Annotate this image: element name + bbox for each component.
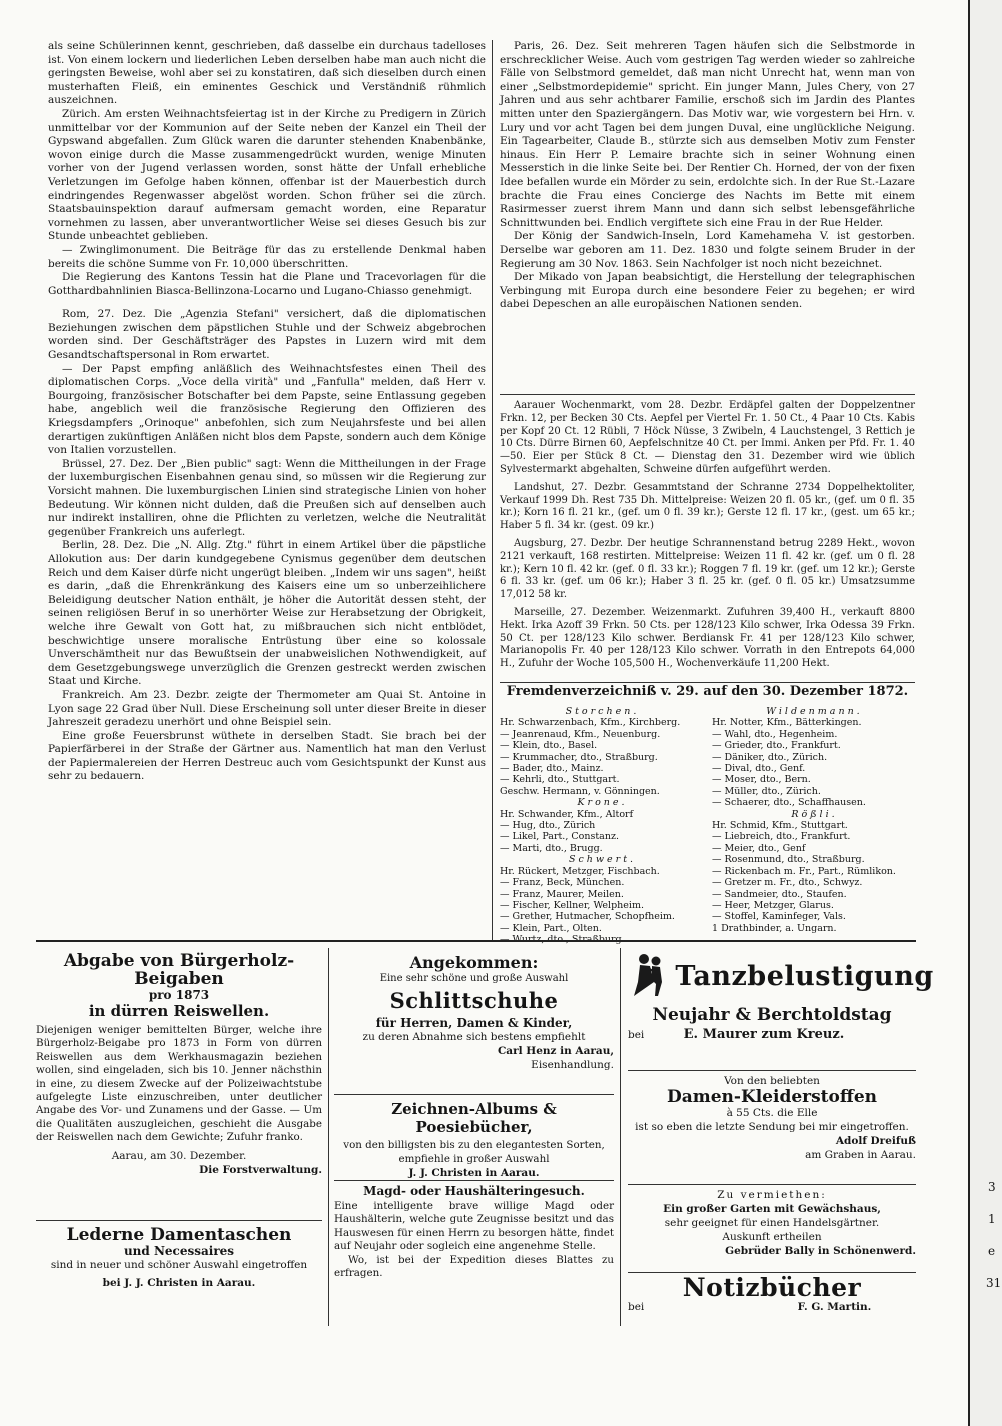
guest-entry: — Liebreich, dto., Frankfurt. <box>712 831 851 843</box>
ad-signature: Die Forstverwaltung. <box>199 1163 322 1176</box>
guest-entry: — Dival, dto., Genf. <box>712 763 806 775</box>
market-augsburg: Augsburg, 27. Dezbr. Der heutige Schrannenstand betrug 2289 Hekt., wovon 2121 verkauft, 168 restirten. Mittelpreise: Weizen 11 fl. 42 kr. (gef. um 0 fl. 28 kr.); Kern 10 fl. 42 kr. (gef. 0 fl. 33 kr.); Roggen 7 fl. 19 kr. (gef. um 12 kr.); Gerste 6 fl. 33 kr. (gef. um 06 kr.); Haber 3 fl. 25 kr. (gef. 0 fl. 05 kr.) Umsatzsumme 17,012 58 kr. <box>500 537 915 601</box>
ad-product: Schlittschuhe <box>389 988 559 1013</box>
article-feuersbrunst: Eine große Feuersbrunst wüthete in derselben Stadt. Sie brach bei der Papierfärberei in der Straße der Gärtner aus. Namentlich hat man den Verlust der Papiermalereien der Herren Destreuc auch vom Gesichtspunkt der Kunst aus sehr zu bedauern. <box>48 729 486 783</box>
fremden-title: Fremdenverzeichniß v. 29. auf den 30. Dezember 1872. <box>506 684 909 699</box>
guest-entry: — Jeanrenaud, Kfm., Neuenburg. <box>500 728 661 740</box>
guest-entry: Geschw. Hermann, v. Gönningen. <box>500 785 660 797</box>
ad-rule <box>628 1070 916 1071</box>
ad-merchant: Adolf Dreifuß <box>835 1135 916 1147</box>
ad-place-date: Aarau, am 30. Dezember. <box>111 1149 247 1162</box>
hotel-name: Storchen. <box>565 706 640 717</box>
article-japan: Der Mikado von Japan beabsichtigt, die Herstellung der telegraphischen Verbingung mit Europa durch eine besondere Feier zu begehen; er wird dabei Depeschen an alle europäischen Nationen senden. <box>500 271 915 311</box>
ads-top-rule <box>36 940 916 942</box>
ad-title: Zu vermiethen: <box>717 1189 827 1201</box>
hotel-name: Wildenmann. <box>766 706 863 717</box>
guest-entry: — Wahl, dto., Hegenheim. <box>712 728 838 740</box>
ad-title: Abgabe von Bürgerholz-Beigaben <box>63 951 295 989</box>
ad-prefix: bei <box>628 1029 645 1041</box>
guest-entry: — Müller, dto., Zürich. <box>712 785 821 797</box>
ad-tanzbelustigung <box>628 952 934 1070</box>
ad-title: Tanzbelustigung <box>675 961 934 992</box>
guest-entry: — Franz, Beck, München. <box>500 877 625 889</box>
right-news-column <box>500 40 915 395</box>
guest-entry: — Fischer, Kellner, Welpheim. <box>500 899 644 911</box>
guest-entry: Hr. Schwander, Kfm., Altorf <box>500 808 634 820</box>
guest-entry: Hr. Notter, Kfm., Bätterkingen. <box>712 717 862 729</box>
hotel-name: Krone. <box>577 797 628 809</box>
ad-rule <box>334 1180 614 1181</box>
fremdenverzeichnis <box>500 684 915 934</box>
edge-mark: 31 <box>986 1276 1002 1290</box>
guest-entry: Hr. Schwarzenbach, Kfm., Kirchberg. <box>500 717 681 729</box>
guest-entry: — Grieder, dto., Frankfurt. <box>712 740 841 752</box>
guest-entry: — Bader, dto., Mainz. <box>500 763 604 775</box>
left-news-column <box>48 40 486 922</box>
guest-entry: Hr. Schmid, Kfm., Stuttgart. <box>712 820 848 832</box>
market-landshut: Landshut, 27. Dezbr. Gesammtstand der Schranne 2734 Doppelhektoliter, Verkauf 1999 Dh. Rest 735 Dh. Mittelpreise: Weizen 20 fl. 05 kr., (gef. um 0 fl. 35 kr.); Korn 16 fl. 21 kr., (gef. um 0 fl. 39 kr.); Gerste 12 fl. 17 kr., (gest. um 65 kr.; Haber 5 fl. 34 kr. (gest. 09 kr.) <box>500 481 915 532</box>
ad-buergerholz <box>36 952 322 1218</box>
ad-notizbuecher <box>628 1273 916 1326</box>
guest-entry: — Grether, Hutmacher, Schopfheim. <box>500 911 675 923</box>
ad-merchant-type: Eisenhandlung. <box>531 1059 614 1071</box>
ad-damentaschen <box>36 1226 322 1326</box>
edge-mark: e <box>988 1244 996 1258</box>
article-bruessel: Brüssel, 27. Dez. Der „Bien public" sagt: Wenn die Mittheilungen in der Frage der luxemburgischen Eisenbahnen genau sind, so müssen wir die Regierung zur Vorsicht mahnen. Die luxemburgischen Linien sind strategische Linien von hoher Bedeutung. Wir können nicht dulden, daß die Preußen sich auf denselben auch nur indirekt installiren, ohne die Pflichten zu verletzen, welche die Neutralität gegenüber Frankreich uns auferlegt. <box>48 457 486 538</box>
guest-entry: — Klein, dto., Basel. <box>500 740 598 752</box>
guest-entry: — Meier, dto., Genf <box>712 842 806 854</box>
edge-mark: 1 <box>988 1212 996 1226</box>
ad-albums <box>334 1100 614 1178</box>
ad-merchant-address: am Graben in Aarau. <box>805 1149 916 1161</box>
guest-entry: — Klein, Part., Olten. <box>500 922 602 934</box>
market-marseille: Marseille, 27. Dezember. Weizenmarkt. Zufuhren 39,400 H., verkauft 8800 Hekt. Irka Azoff 39 Frkn. 50 Cts. per 128/123 Kilo schwer, Irka Odessa 39 Frkn. 50 Ct. per 128/123 Kilo schwer. Berdiansk Fr. 41 per 128/123 Kilo schwer, Marianopolis Fr. 40 per 128/123 Kilo schwer. Vorrath in den Entrepots 64,000 H., Zufuhr der Woche 105,500 H., Wochenverkäufe 11,200 Hekt. <box>500 606 915 670</box>
article-papst: — Der Papst empfing anläßlich des Weihnachtsfestes einen Theil des diplomatischen Corps. „Voce della virità" und „Fanfulla" melden, daß Herr v. Bourgoing, französischer Botschafter bei dem Papste, seine Entlassung gegeben habe, angeblich weil die französische Regierung den Offizieren des Kriegsdampfers „Orinoque" anbefohlen, sich zum Neujahrsfeste und bei allen derartigen zukünftigen Anläßen nicht blos dem Papste, sondern auch dem Könige von Italien vorzustellen. <box>48 362 486 457</box>
ads-divider <box>620 948 621 1326</box>
hotel-name: Schwert. <box>568 854 637 866</box>
ad-body: Eine intelligente brave willige Magd oder Haushälterin, welche gute Zeugnisse besitzt und das Hauswesen für einen Herrn zu besorgen hätte, findet auf Neujahr oder sogleich eine angenehme Stelle. <box>334 1200 614 1253</box>
article-sandwich: Der König der Sandwich-Inseln, Lord Kamehameha V. ist gestorben. Derselbe war geboren am 11. Dez. 1830 und folgte seinem Bruder in der Regierung am 30 Nov. 1863. Sein Nachfolger ist noch nicht bezeichnet. <box>500 230 915 270</box>
ad-merchant: J. J. Christen in Aarau. <box>408 1167 540 1179</box>
ad-body: Auskunft ertheilen <box>722 1231 822 1243</box>
ad-kleiderstoffe <box>628 1074 916 1182</box>
ad-magd <box>334 1184 614 1324</box>
article-rom: Rom, 27. Dez. Die „Agenzia Stefani" versichert, daß die diplomatischen Beziehungen zwischen dem päpstlichen Stuhle und der Schweiz abgebrochen worden sind. Der Geschäftsträger des Papstes in Luzern wird mit dem Gesandtschaftspersonal in Rom erwartet. <box>48 308 486 362</box>
guest-entry: — Rickenbach m. Fr., Part., Rümlikon. <box>712 865 896 877</box>
guest-entry: — Gretzer m. Fr., dto., Schwyz. <box>712 877 863 889</box>
ads-divider <box>328 948 329 1326</box>
ad-merchant: F. G. Martin. <box>797 1301 872 1313</box>
ad-prefix: bei <box>628 1301 645 1313</box>
article-zwinglimonument: — Zwinglimonument. Die Beiträge für das zu erstellende Denkmal haben bereits die schöne Summe von Fr. 10,000 überschritten. <box>48 243 486 270</box>
ad-target: für Herren, Damen & Kinder, <box>375 1016 573 1030</box>
column-divider <box>492 40 493 940</box>
ad-body: Diejenigen weniger bemittelten Bürger, welche ihre Bürgerholz-Beigabe pro 1873 in Form von dürren Reiswellen aus dem Werkhausmagazin beziehen wollen, sind eingeladen, sich bis 10. Jenner nächsthin in eine, zu diesem Zwecke auf der Polizeiwachtstube aufgelegte Liste einzuschreiben, unter deutlicher Angabe des Vor- und Zunamens und der Gasse. — Um die Qualitäten auszugleichen, geschieht die Ausgabe der Reiswellen nach dem Gewichte; Zufuhr franko. <box>36 1024 322 1144</box>
guest-entry: — Moser, dto., Bern. <box>712 774 811 786</box>
guest-entry: — Kehrli, dto., Stuttgart. <box>500 774 620 786</box>
article-tessin: Die Regierung des Kantons Tessin hat die Plane und Tracevorlagen für die Gotthardbahnlinien Biasca-Bellinzona-Locarno und Lugano-Chiasso genehmigt. <box>48 271 486 297</box>
ad-footer: Wo, ist bei der Expedition dieses Blattes zu erfragen. <box>334 1253 614 1280</box>
guest-entry: — Schaerer, dto., Schaffhausen. <box>712 797 866 809</box>
ad-subtitle: in dürren Reiswellen. <box>88 1002 270 1020</box>
ad-intro: Von den beliebten <box>724 1075 820 1087</box>
guest-entry: — Heer, Metzger, Glarus. <box>712 899 834 911</box>
ad-vermiethen <box>628 1188 916 1270</box>
ad-merchant: Gebrüder Bally in Schönenwerd. <box>725 1245 916 1257</box>
article-frankreich: Frankreich. Am 23. Dezbr. zeigte der Thermometer am Quai St. Antoine in Lyon sage 22 Grad über Null. Diese Erscheinung soll unter dieser Breite in dieser Jahreszeit geradezu unerhört und ohne Beispiel sein. <box>48 688 486 729</box>
dancing-couple-icon <box>628 952 672 1002</box>
ad-body: sind in neuer und schöner Auswahl eingetroffen <box>50 1259 308 1271</box>
ad-title: Zeichnen-Albums & Poesiebücher, <box>391 1100 557 1136</box>
guest-entry: — Krummacher, dto., Straßburg. <box>500 751 658 763</box>
adjacent-page-edge <box>968 0 1002 1426</box>
ad-price: à 55 Cts. die Elle <box>726 1107 818 1119</box>
ad-body: von den billigsten bis zu den elegantesten Sorten, empfiehle in großer Auswahl <box>343 1139 605 1165</box>
ad-subtitle: pro 1873 <box>148 988 210 1002</box>
fremden-right-list <box>712 706 917 934</box>
article-zuerich: Zürich. Am ersten Weihnachtsfeiertag ist in der Kirche zu Predigern in Zürich unmittelbar vor der Kommunion auf der Seite neben der Kanzel ein Theil der Gypswand abgefallen. Zum Glück waren die darunter stehenden Knabenbänke, wovon einige durch die Masse zusammengedrückt wurden, wenige Minuten vorher von der Jugend verlassen worden, sonst hätte der Unfall erhebliche Verletzungen im Gefolge haben können, offenbar ist der Mauerbestich durch eindringendes Regenwasser abgelöst worden. Schon früher sei die zürch. Staatsbauinspektion darauf aufmersam gemacht worden, eine Reparatur vornehmen zu lassen, aber unverantwortlicher Weise sei dieses Gesuch bis zur Stunde unbeachtet geblieben. <box>48 107 486 243</box>
ad-merchant: E. Maurer zum Kreuz. <box>683 1027 845 1042</box>
guest-entry: — Hug, dto., Zürich <box>500 820 596 832</box>
ad-body: zu deren Abnahme sich bestens empfiehlt <box>362 1031 586 1043</box>
guest-entry: 1 Drathbinder, a. Ungarn. <box>712 922 837 934</box>
guest-entry: — Likel, Part., Constanz. <box>500 831 619 843</box>
guest-entry: — Marti, dto., Brugg. <box>500 842 603 854</box>
article-paris: Paris, 26. Dez. Seit mehreren Tagen häufen sich die Selbstmorde in erschrecklicher Weise. Auch vom gestrigen Tag werden wieder so zahlreiche Fälle von Selbstmord gemeldet, daß man nicht Unrecht hat, wenn man von einer „Selbstmordepidemie" spricht. Ein junger Mann, Jules Chery, von 27 Jahren und aus sehr achtbarer Familie, erschoß sich im Jardin des Plantes mitten unter den Spaziergängern. Das Motiv war, wie vorgestern bei Hrn. v. Lury und vor acht Tagen bei dem jungen Duval, eine unglückliche Neigung. Ein Tagearbeiter, Claude B., stürzte sich aus demselben Motiv zum Fenster hinaus. Ein Herr P. Lemaire brachte sich in seiner Wohnung einen Messerstich in die linke Seite bei. Der Rentier Ch. Horned, der von der fixen Idee befallen wurde ein Mörder zu sein, erdolchte sich. In der Rue St.-Lazare brachte die Frau eines Concierge des Nachts im Bette mit einem Rasirmesser zuerst ihrem Mann und dann sich selbst lebensgefährliche Schnittwunden bei. Endlich vergiftete sich eine Frau in der Rue Helder. <box>500 40 915 229</box>
section-rule <box>500 394 915 395</box>
ad-angekommen <box>334 954 614 1090</box>
ad-subtitle: Neujahr & Berchtoldstag <box>652 1005 892 1025</box>
fremden-left-list <box>500 706 705 946</box>
guest-entry: — Däniker, dto., Zürich. <box>712 751 828 763</box>
ad-title: Magd- oder Haushälteringesuch. <box>363 1184 585 1198</box>
market-aarau: Aarauer Wochenmarkt, vom 28. Dezbr. Erdäpfel galten der Doppelzentner Frkn. 12, per Becken 30 Cts. Aepfel per Viertel Fr. 1. 50 Ct., 4 Paar 10 Cts. Kabis per Kopf 20 Ct. 12 Rübli, 7 Höck Nüsse, 3 Zwibeln, 4 Lauchstengel, 3 Rettich je 10 Cts. Dürre Birnen 60, Aepfelschnitze 40 Ct. per Immi. Anken per Pfd. Fr. 1. 40—50. Eier per Stück 8 Ct. — Dienstag den 31. Dezember wird wie üblich Sylvestermarkt abgehalten, Schweine dürfen aufgeführt werden. <box>500 400 915 475</box>
guest-entry: Hr. Rückert, Metzger, Fischbach. <box>500 865 660 877</box>
ad-intro: Eine sehr schöne und große Auswahl <box>379 973 569 984</box>
ad-body: ist so eben die letzte Sendung bei mir eingetroffen. <box>635 1121 909 1133</box>
guest-entry: — Rosenmund, dto., Straßburg. <box>712 854 865 866</box>
ad-subtitle: und Necessaires <box>123 1244 235 1258</box>
section-rule <box>500 682 915 683</box>
ad-rule <box>36 1220 322 1221</box>
guest-entry: — Stoffel, Kaminfeger, Vals. <box>712 911 846 923</box>
ad-merchant: Carl Henz in Aarau, <box>497 1045 614 1057</box>
ad-body: sehr geeignet für einen Handelsgärtner. <box>664 1217 880 1229</box>
article-berlin: Berlin, 28. Dez. Die „N. Allg. Ztg." führt in einem Artikel über die päpstliche Allokution aus: Der darin kundgegebene Cynismus gegenüber dem deutschen Reich und dem Kaiser dürfe nicht ungerügt bleiben. „Indem wir uns sagen", heißt es darin, „daß die Ehrenkränkung des Kaisers eine um so unberzeihlichere Beleidigung deutscher Nation enthält, je höher die Autorität dessen steht, der seinen religiösen Beruf in so unerhörter Weise zur Herabsetzung der Obrigkeit, welche ihre Gewalt von Gott hat, zu mißbrauchen sich nicht entblödet, beschwichtige unsere moralische Entrüstung über eine so kolossale Unverschämtheit nur das Bewußtsein der unabweislichen Nothwendigkeit, auf dem Gesetzgebungswege unverzüglich die Grenzen gestreckt werden zwischen Staat und Kirche. <box>48 539 486 688</box>
hotel-name: Rößli. <box>791 808 838 820</box>
ad-body: Ein großer Garten mit Gewächshaus, <box>663 1203 881 1215</box>
ad-title: Notizbücher <box>682 1273 862 1302</box>
article-paragraph: als seine Schülerinnen kennt, geschrieben, daß dasselbe ein durchaus tadelloses ist. Von einem lockern und liederlichen Leben derselben habe man auch nicht die geringsten Beweise, wohl aber sei zu konstatiren, daß sich dieselben durch einen musterhaften Fleiß, ein eminentes Geschick und Verständniß rühmlich auszeichnen. <box>48 40 486 107</box>
ad-title: Lederne Damentaschen <box>66 1225 292 1245</box>
ad-rule <box>334 1094 614 1095</box>
edge-mark: 3 <box>988 1180 996 1194</box>
ad-title: Angekommen: <box>409 953 539 972</box>
ad-merchant: bei J. J. Christen in Aarau. <box>102 1277 256 1289</box>
ad-rule <box>628 1184 916 1185</box>
guest-entry: — Sandmeier, dto., Staufen. <box>712 888 847 900</box>
guest-entry: — Franz, Maurer, Meilen. <box>500 888 624 900</box>
market-reports <box>500 400 915 685</box>
ad-title: Damen-Kleiderstoffen <box>666 1087 878 1107</box>
